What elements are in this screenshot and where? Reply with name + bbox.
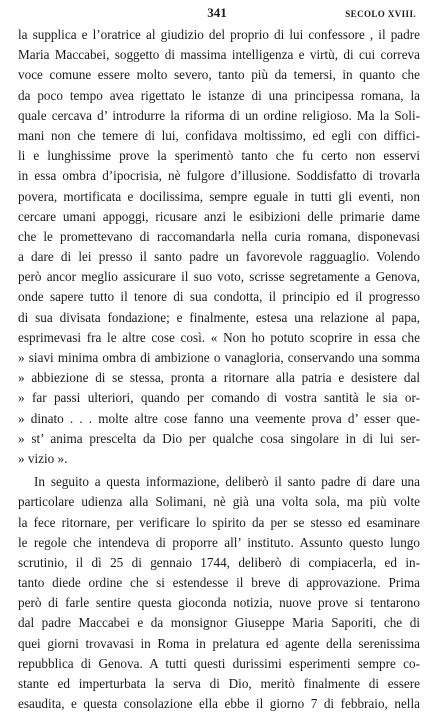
text-line: esaudita, e questa consolazione ella ebbe il giorno 7 di febbraio, nella bbox=[18, 696, 420, 712]
text-line: stante ed imperturbata la serva di Dio, meritò finalmente di essere bbox=[18, 676, 420, 691]
body-text bbox=[18, 25, 420, 714]
page-header bbox=[18, 5, 416, 21]
text-line: » vizio ». bbox=[18, 450, 68, 466]
text-line: repubblica di Genova. A tutti questi durissimi esperimenti sempre co- bbox=[18, 655, 420, 671]
text-line: quei giorni trovavasi in Roma in prelatura ed agente della serenissima bbox=[18, 635, 420, 651]
text-line: In seguito a questa informazione, deliberò il santo padre di dare una bbox=[34, 474, 420, 490]
text-line: la fece ritornare, per verificare lo spirito da per se stesso ed esaminare bbox=[18, 514, 420, 530]
text-line: quale cercava d’ introdurre la riforma di un ordine religioso. Ma la Soli- bbox=[18, 107, 420, 123]
text-line: » abbiezione di se stessa, pronta a ritornare alla patria e desistere dal bbox=[18, 370, 420, 386]
paragraph-1 bbox=[18, 25, 420, 469]
text-line: voce comune essere molto severo, tanto più da temersi, in quanto che bbox=[18, 67, 420, 83]
text-line: esprimevasi fra le altre cose così. « Non ho potuto scoprire in essa che bbox=[18, 329, 420, 345]
text-line: mani non che temere di lui, confidava moltissimo, ed egli con diffici- bbox=[18, 127, 420, 143]
running-head: SECOLO XVIII. bbox=[345, 9, 416, 19]
text-line: » siavi minima ombra di ambizione o vanagloria, conservando una somma bbox=[18, 350, 420, 365]
text-line: li e lunghissime prove la sperimentò tanto che fu certo non esservi bbox=[18, 148, 420, 164]
text-line: onde sapere tutto il tenore di sua condotta, il principio ed il progresso bbox=[18, 289, 420, 305]
text-line: » dinato . . . molte altre cose fanno una veemente prova d’ esser que- bbox=[18, 410, 420, 426]
text-line: di sua divisata fondazione; e finalmente, estesa una relazione al papa, bbox=[18, 309, 420, 325]
text-line: cercare umani appoggi, ricusare anzi le esibizioni delle primarie dame bbox=[18, 208, 420, 224]
text-line: dal padre Maccabei e da monsignor Giuseppe Maria Saporiti, che di bbox=[18, 615, 420, 631]
text-line: però ancor meglio assicurare il suo voto, scrisse segretamente a Genova, bbox=[18, 269, 420, 285]
text-line: povera, mortificata e docilissima, sempre eguale in tutti gli eventi, non bbox=[18, 188, 420, 204]
page-number: 341 bbox=[207, 5, 227, 20]
text-line: particolare udienza alla Solimani, nè già una volta sola, ma più volte bbox=[18, 494, 420, 510]
text-line: » st’ anima prescelta da Dio per qualche cosa singolare in di lui ser- bbox=[18, 430, 420, 446]
text-line: in essa ombra d’ipocrisia, nè fulgore d’illusione. Soddisfatto di trovarla bbox=[18, 168, 420, 184]
text-line: però di farle sentire questa gioconda notizia, nuove prove si tentarono bbox=[18, 595, 420, 611]
text-line: a dare di lei presso il santo padre un favorevole ragguaglio. Volendo bbox=[18, 249, 420, 265]
text-line: la supplica e l’oratrice al giudizio del proprio di lui confessore , il padre bbox=[18, 27, 420, 42]
text-line: che le promettevano di raccomandarla nella curia romana, disponevasi bbox=[18, 228, 420, 244]
text-line: » far passi ulteriori, quando per comando di vostra santità le sia or- bbox=[18, 390, 420, 406]
text-line: tanto diede ordine che si estendesse il breve di approvazione. Prima bbox=[18, 575, 420, 591]
text-line: da poco tempo avea rigettato le istanze di una principessa romana, la bbox=[18, 87, 420, 103]
text-line: le regole che intendeva di proporre all’ instituto. Assunto questo lungo bbox=[18, 534, 420, 550]
text-line: Maria Maccabei, soggetto di massima intelligenza e virtù, di cui correva bbox=[18, 47, 420, 63]
paragraph-2 bbox=[18, 472, 420, 714]
text-line: scrutinio, il dì 25 di gennaio 1744, deliberò di compiacerla, ed in- bbox=[18, 554, 420, 570]
